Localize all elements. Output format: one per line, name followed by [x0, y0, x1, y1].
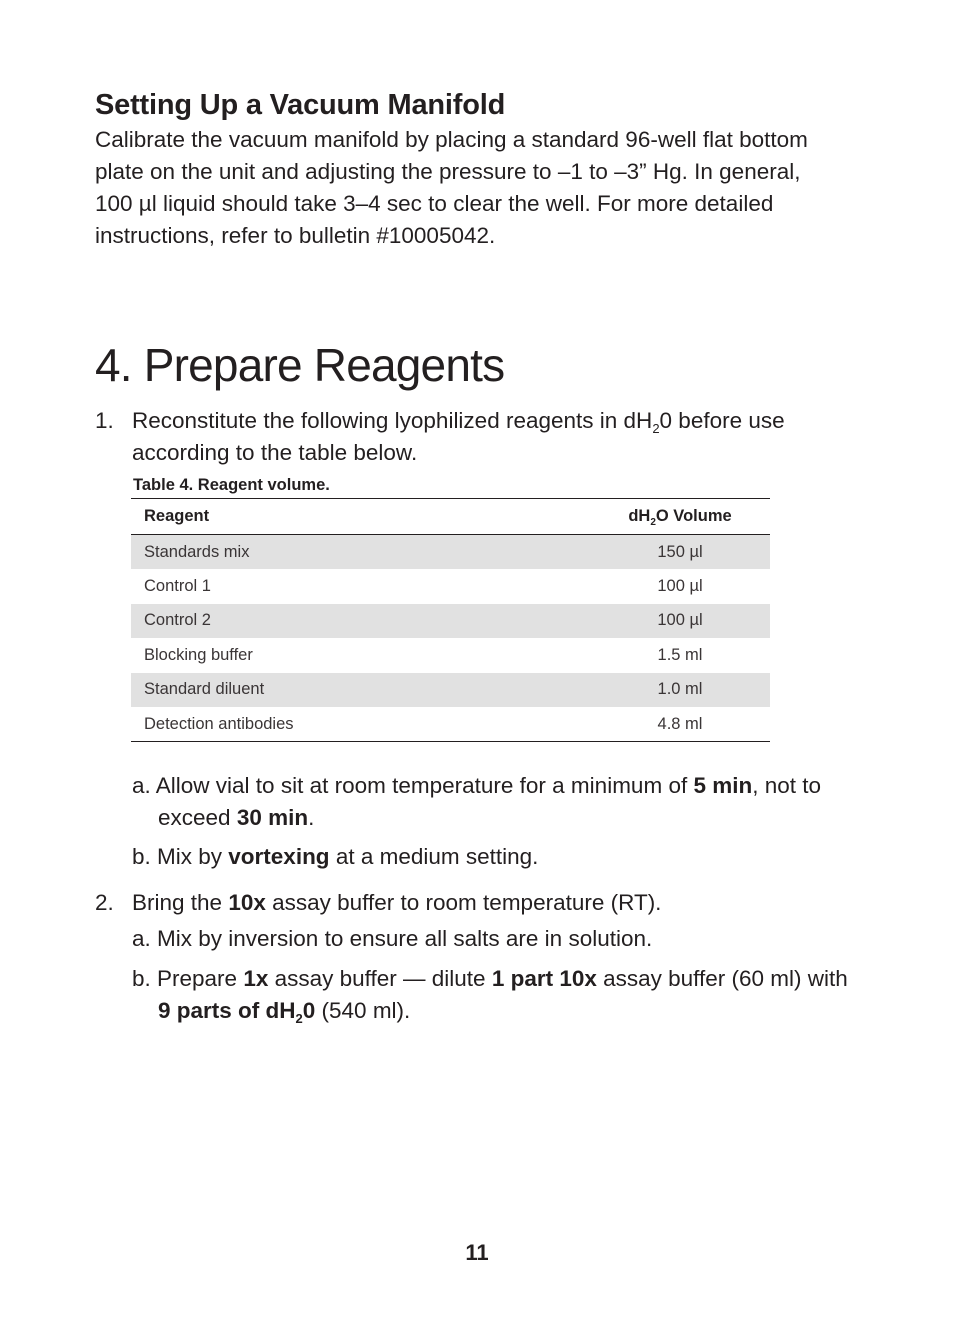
paragraph-line: 100 µl liquid should take 3–4 sec to clear the well. For more detailed — [95, 191, 774, 216]
vacuum-manifold-paragraph — [95, 124, 855, 252]
table-header-row — [131, 499, 770, 535]
reagent-cell: Standard diluent — [131, 673, 590, 707]
table-caption: Table 4. Reagent volume. — [133, 476, 330, 494]
step-number: 1. — [95, 408, 114, 433]
step-number: 2. — [95, 890, 114, 915]
paragraph-line: plate on the unit and adjusting the pressure to –1 to –3” Hg. In general, — [95, 159, 801, 184]
step1a-line1: a. Allow vial to sit at room temperature for a minimum of 5 min, not to — [132, 773, 822, 798]
vacuum-manifold-heading: Setting Up a Vacuum Manifold — [95, 89, 506, 121]
step1-line1: Reconstitute the following lyophilized reagents in $dH_20$ before use — [132, 408, 785, 436]
paragraph-line: instructions, refer to bulletin #10005042. — [95, 223, 496, 248]
table-row — [131, 569, 770, 603]
header-reagent: Reagent — [131, 499, 590, 535]
step1-line2: according to the table below. — [132, 440, 418, 465]
table-row — [131, 604, 770, 638]
table-row — [131, 535, 770, 570]
reagent-cell: Control 1 — [144, 577, 211, 596]
reagent-cell: Detection antibodies — [131, 707, 590, 742]
volume-cell: 100 µl — [590, 604, 770, 638]
step1a-line2: exceed 30 min. — [158, 805, 315, 830]
step2b-line2: 9 parts of $dH_20$ (540 ml). — [158, 998, 411, 1026]
volume-cell: 150 µl — [590, 535, 770, 570]
step2a-line: a. Mix by inversion to ensure all salts are in solution. — [132, 926, 653, 951]
page-number: 11 — [465, 1240, 489, 1265]
volume-cell: 100 µl — [657, 577, 703, 596]
table-row — [131, 707, 770, 742]
reagent-volume-table — [131, 498, 770, 742]
reagent-cell: Blocking buffer — [144, 645, 253, 664]
volume-cell: 1.5 ml — [657, 645, 703, 664]
step2b-line1: b. Prepare 1x assay buffer — dilute 1 part 10x assay buffer (60 ml) with — [132, 966, 848, 991]
volume-cell: 4.8 ml — [590, 707, 770, 742]
header-volume: $dH_2O$ Volume — [590, 499, 770, 535]
paragraph-line: Calibrate the vacuum manifold by placing a standard 96-well flat bottom — [95, 127, 808, 152]
volume-cell: 1.0 ml — [590, 673, 770, 707]
step2-line: Bring the 10x assay buffer to room temperature (RT). — [132, 890, 662, 915]
section-title: 4. Prepare Reagents — [95, 339, 505, 391]
table-row — [131, 673, 770, 707]
step1b-line: b. Mix by vortexing at a medium setting. — [132, 844, 539, 869]
reagent-cell: Control 2 — [131, 604, 590, 638]
table-row — [131, 638, 770, 672]
reagent-cell: Standards mix — [131, 535, 590, 570]
